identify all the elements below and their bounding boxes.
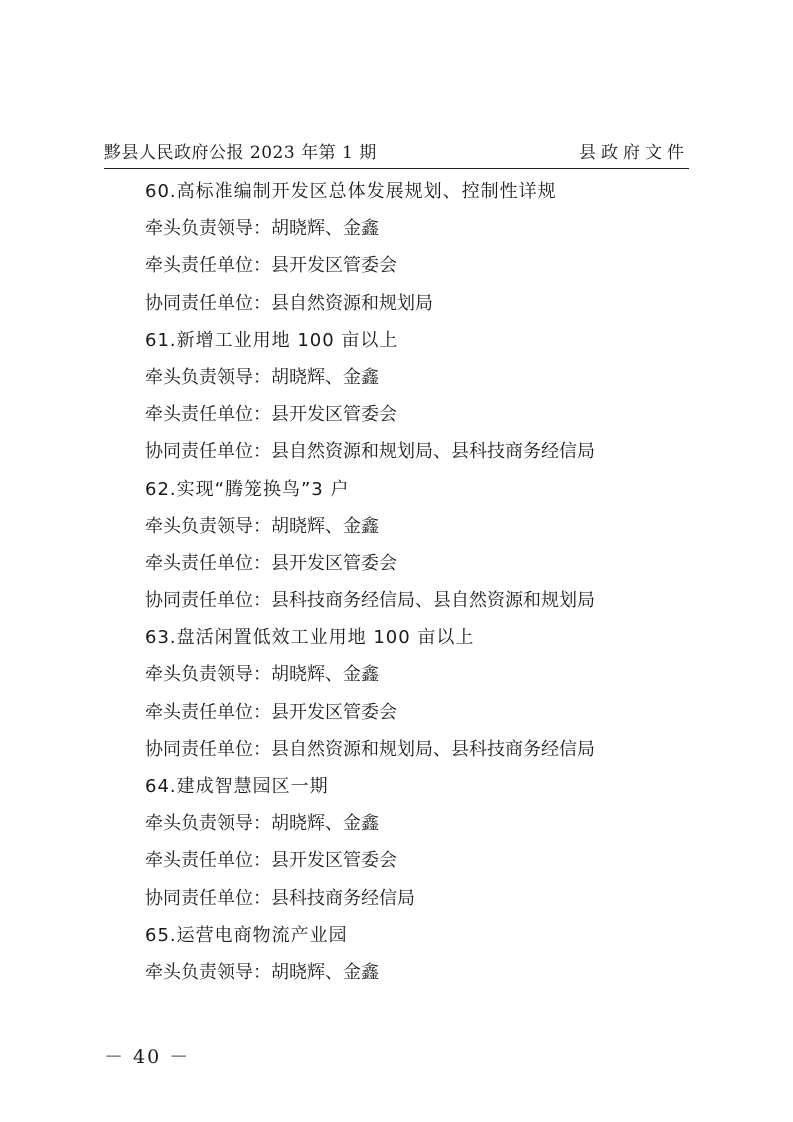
lead-leader-line: 牵头负责领导：胡晓辉、金鑫 [145, 961, 379, 983]
lead-unit-line: 牵头责任单位：县开发区管委会 [145, 404, 397, 426]
item-heading: 65.运营电商物流产业园 [145, 924, 348, 946]
lead-unit-line: 牵头责任单位：县开发区管委会 [145, 255, 397, 277]
lead-unit-line: 牵头责任单位：县开发区管委会 [145, 552, 397, 574]
running-header [104, 142, 689, 169]
item-heading: 63.盘活闲置低效工业用地 100 亩以上 [145, 627, 475, 649]
item-heading: 60.高标准编制开发区总体发展规划、控制性详规 [145, 181, 557, 202]
item-heading: 64.建成智慧园区一期 [145, 776, 329, 797]
page-number: － 40 － [104, 1046, 191, 1068]
lead-leader-line: 牵头负责领导：胡晓辉、金鑫 [145, 218, 379, 240]
document-body [145, 177, 713, 995]
section-title: 县政府文件 [579, 143, 689, 163]
lead-leader-line: 牵头负责领导：胡晓辉、金鑫 [145, 813, 379, 835]
item-heading: 61.新增工业用地 100 亩以上 [145, 329, 399, 351]
lead-unit-line: 牵头责任单位：县开发区管委会 [145, 850, 397, 872]
cooperating-unit-line: 协同责任单位：县自然资源和规划局、县科技商务经信局 [145, 441, 595, 463]
item-heading: 62.实现“腾笼换鸟”3 户 [145, 478, 350, 500]
lead-unit-line: 牵头责任单位：县开发区管委会 [145, 701, 397, 723]
lead-leader-line: 牵头负责领导：胡晓辉、金鑫 [145, 664, 379, 686]
publication-title: 黟县人民政府公报 2023 年第 1 期 [104, 143, 377, 163]
cooperating-unit-line: 协同责任单位：县自然资源和规划局 [145, 292, 433, 314]
cooperating-unit-line: 协同责任单位：县科技商务经信局、县自然资源和规划局 [145, 590, 595, 612]
lead-leader-line: 牵头负责领导：胡晓辉、金鑫 [145, 366, 379, 388]
lead-leader-line: 牵头负责领导：胡晓辉、金鑫 [145, 515, 379, 537]
cooperating-unit-line: 协同责任单位：县自然资源和规划局、县科技商务经信局 [145, 738, 595, 760]
cooperating-unit-line: 协同责任单位：县科技商务经信局 [145, 887, 415, 909]
